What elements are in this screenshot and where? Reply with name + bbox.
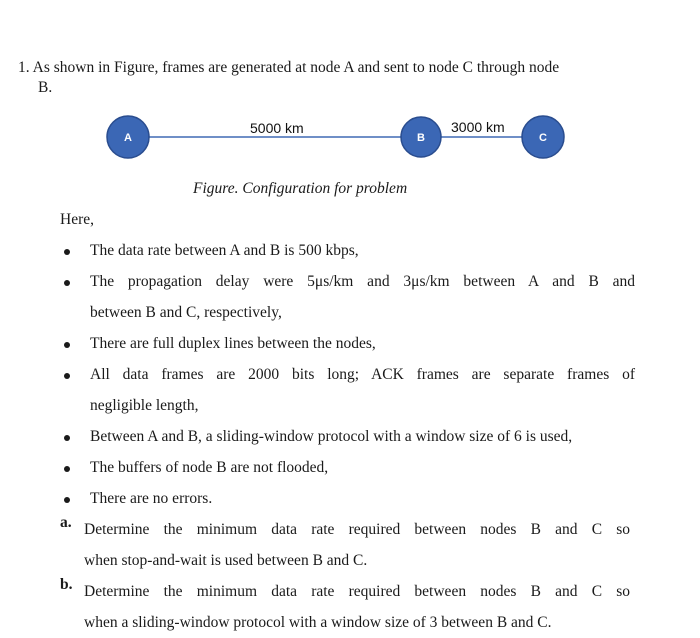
bullet-line: between B and C, respectively, bbox=[90, 304, 282, 321]
bullet-line: There are no errors. bbox=[90, 490, 213, 507]
edge-bc-distance-label: 3000 km bbox=[451, 119, 505, 135]
bullet-dot-icon bbox=[64, 342, 70, 348]
bullet-line: All data frames are 2000 bits long; ACK frames are separate frames of bbox=[90, 366, 635, 383]
part-line: when a sliding-window protocol with a window size of 3 between B and C. bbox=[84, 614, 552, 631]
bullet-line: The data rate between A and B is 500 kbps, bbox=[90, 242, 359, 259]
part-line: when stop-and-wait is used between B and C. bbox=[84, 552, 368, 569]
node-a-label: A bbox=[124, 132, 132, 144]
bullet-line: There are full duplex lines between the nodes, bbox=[90, 335, 376, 352]
bullet-dot-icon bbox=[64, 373, 70, 379]
bullet-dot-icon bbox=[64, 249, 70, 255]
bullet-dot-icon bbox=[64, 466, 70, 472]
bullet-dot-icon bbox=[64, 280, 70, 286]
bullet-dot-icon bbox=[64, 497, 70, 503]
figure-caption: Figure. Configuration for problem bbox=[193, 180, 408, 197]
bullet-line: The propagation delay were 5μs/km and 3μs/km between A and B and bbox=[90, 273, 635, 290]
node-c-label: C bbox=[539, 132, 547, 144]
bullet-dot-icon bbox=[64, 435, 70, 441]
part-marker: a. bbox=[60, 514, 72, 531]
here-label: Here, bbox=[60, 211, 94, 228]
bullet-line: negligible length, bbox=[90, 397, 199, 414]
bullet-line: Between A and B, a sliding-window protocol with a window size of 6 is used, bbox=[90, 428, 573, 445]
part-marker: b. bbox=[60, 576, 73, 593]
part-line: Determine the minimum data rate required between nodes B and C so bbox=[84, 521, 630, 538]
question-text-line1: 1. As shown in Figure, frames are generated at node A and sent to node C through node bbox=[18, 59, 560, 76]
question-text-line2: B. bbox=[38, 79, 53, 96]
bullet-line: The buffers of node B are not flooded, bbox=[90, 459, 329, 476]
network-diagram-svg bbox=[0, 100, 700, 180]
edge-ab-distance-label: 5000 km bbox=[250, 120, 304, 136]
node-b-label: B bbox=[417, 132, 425, 144]
part-line: Determine the minimum data rate required between nodes B and C so bbox=[84, 583, 630, 600]
